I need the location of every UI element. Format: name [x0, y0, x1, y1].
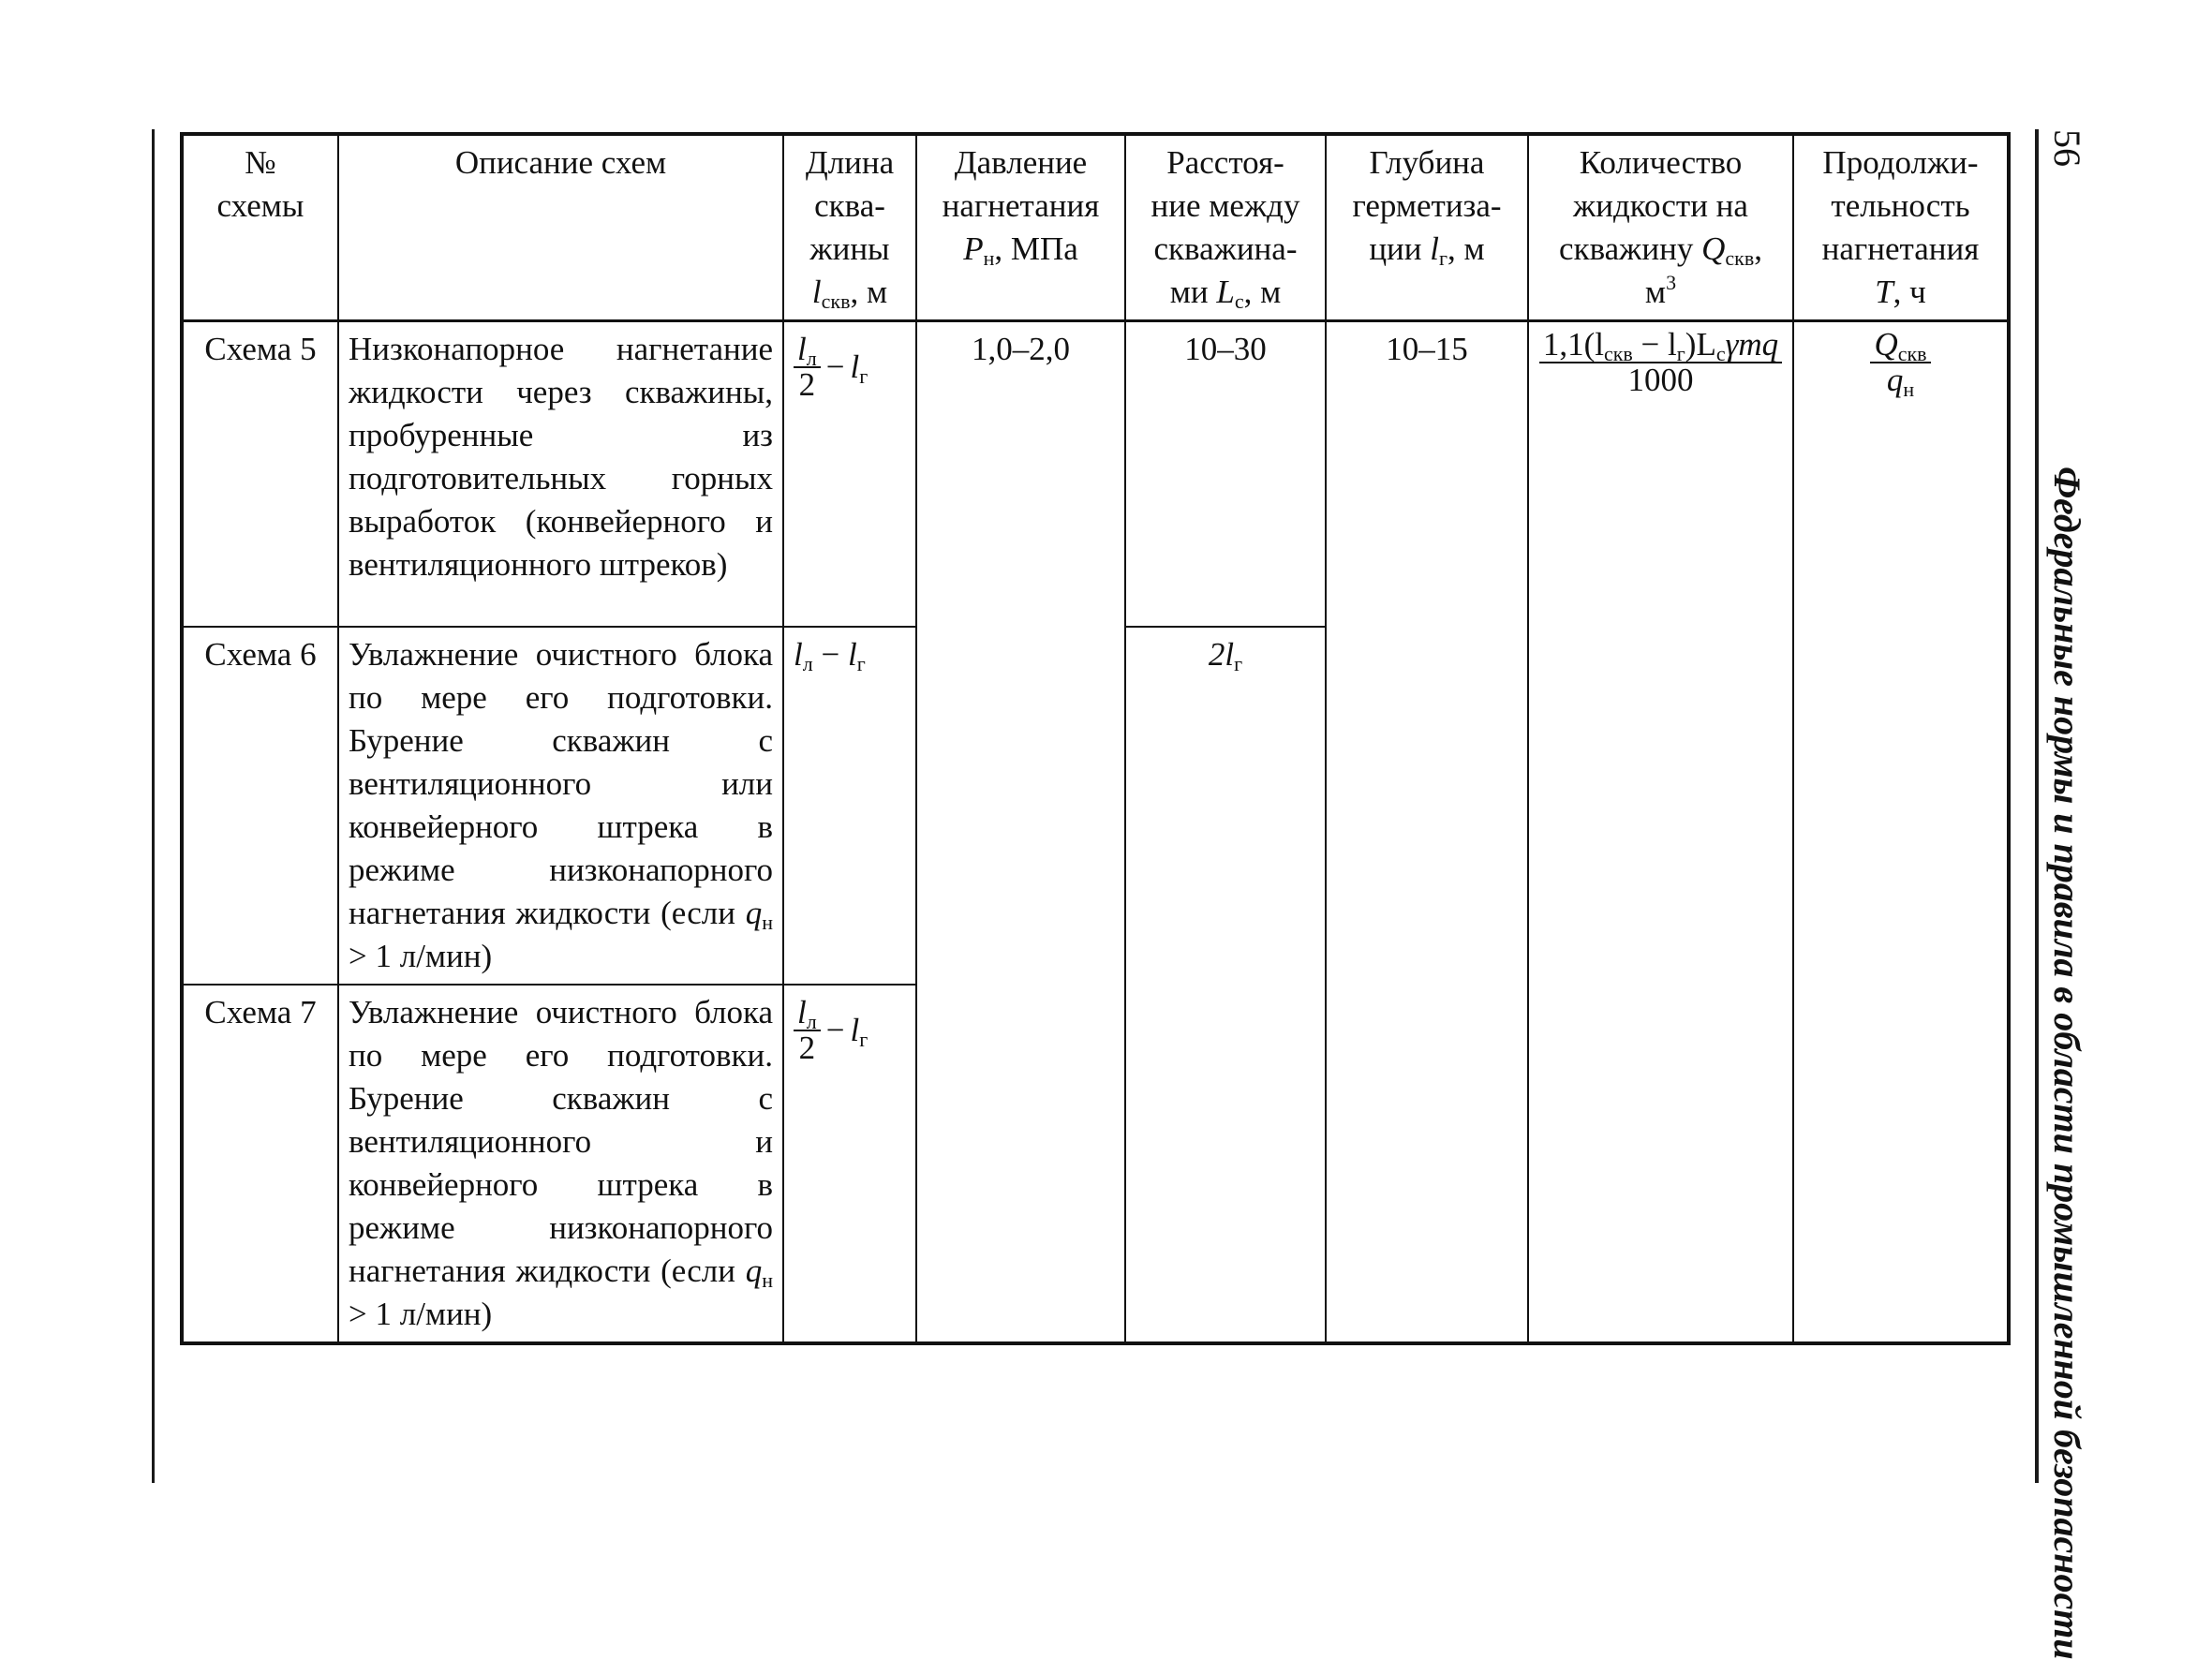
duration-numer-symbol: Q [1874, 326, 1898, 363]
header-num-line1: № [245, 144, 276, 181]
quantity-denominator: 1000 [1627, 362, 1694, 398]
header-quantity-unit: , [1754, 230, 1762, 267]
row-desc-text: Увлажнение очистного блока по мере его подготовки. Бурение скважин с вентиляционного и конвейерного штрека в режиме низконапорного нагнетания жидкости (если [349, 993, 773, 1289]
header-length-line3: жины [809, 230, 890, 267]
header-distance-pre: ми [1169, 274, 1217, 310]
duration-denom-symbol: q [1886, 362, 1904, 398]
header-depth-symbol: l [1430, 230, 1439, 267]
header-duration-line1: Продолжи- [1822, 144, 1979, 181]
row-desc-text: Увлажнение очистного блока по мере его подготовки. Бурение скважин с вентиляционного или конвейерного штрека в режиме низконапорного нагнетания жидкости (если [349, 635, 773, 931]
header-quantity [1528, 134, 1793, 321]
header-length-symbol: l [811, 274, 822, 310]
row-desc: Низконапорное нагнетание жидкости через скважины, пробуренные из подготовительных горных выработок (конвейерного и вентиляционного штреков) [338, 321, 783, 627]
header-length-line1: Длина [805, 144, 895, 181]
length-formula [794, 333, 868, 402]
table-row [182, 321, 2009, 627]
running-title: Федеральные нормы и правила в области промышленной безопасности [2046, 467, 2088, 1660]
distance-sub: г [1234, 651, 1243, 675]
schemes-table [180, 132, 2011, 1345]
header-num [182, 134, 338, 321]
row-desc [338, 627, 783, 985]
row-depth: 10–15 [1326, 321, 1528, 1343]
length-num-sub: л [806, 1009, 817, 1033]
row-distance: 10–30 [1125, 321, 1326, 627]
header-desc: Описание схем [338, 134, 783, 321]
header-distance-sub: с [1234, 289, 1244, 313]
row-desc-q-sub: н [762, 910, 773, 934]
duration-denominator [1870, 362, 1930, 401]
row-desc-q-symbol: q [745, 894, 763, 931]
length-formula [794, 993, 868, 1066]
header-duration-line3: нагнетания [1821, 230, 1980, 267]
row-desc-tail: > 1 л/мин) [349, 937, 493, 974]
header-depth-pre: ции [1369, 230, 1431, 267]
header-depth [1326, 134, 1528, 321]
header-pressure-line2: нагнетания [942, 187, 1100, 224]
header-quantity-symbol: Q [1701, 230, 1726, 267]
row-length [783, 985, 916, 1343]
length-fraction-denominator: 2 [798, 1029, 816, 1066]
duration-formula [1870, 326, 1930, 401]
quantity-numerator [1539, 328, 1782, 363]
header-distance-line1: Расстоя- [1166, 144, 1284, 181]
header-distance-unit: , м [1243, 274, 1282, 310]
header-duration-line2: тельность [1831, 187, 1970, 224]
length-minus: − [825, 348, 845, 385]
length-fraction-numerator [794, 993, 821, 1033]
header-length-line2: сква- [814, 187, 885, 224]
header-duration-symbol: T [1875, 274, 1893, 310]
row-pressure: 1,0–2,0 [916, 321, 1125, 1343]
row-desc [338, 985, 783, 1343]
header-depth-unit: , м [1447, 230, 1485, 267]
header-quantity-sub: скв [1725, 246, 1755, 270]
length-fraction [794, 333, 821, 402]
header-row [182, 134, 2009, 321]
header-distance-symbol: L [1216, 274, 1235, 310]
quantity-numer-part3: )L [1685, 326, 1716, 363]
left-margin-rule [152, 129, 155, 1483]
quantity-numer-sub1: скв [1603, 342, 1633, 365]
length-lg-symbol: l [850, 348, 860, 385]
length-fraction [794, 993, 821, 1066]
row-num: Схема 5 [182, 321, 338, 627]
header-depth-sub: г [1439, 246, 1448, 270]
header-duration [1793, 134, 2009, 321]
length-fraction-denominator: 2 [798, 366, 816, 403]
duration-numerator [1870, 328, 1930, 363]
row-desc-q-sub: н [762, 1267, 773, 1292]
header-quantity-line1: Количество [1579, 144, 1743, 181]
header-depth-line1: Глубина [1369, 144, 1485, 181]
row-distance [1125, 627, 1326, 1343]
header-length-sub: скв [821, 289, 851, 313]
page-number: 56 [2046, 129, 2088, 167]
header-length-unit: , м [850, 274, 888, 310]
row-length [783, 321, 916, 627]
side-header [2033, 129, 2099, 1660]
length-b-symbol: l [847, 635, 857, 673]
row-duration [1793, 321, 2009, 1343]
length-a-symbol: l [794, 635, 803, 673]
distance-value: 2l [1208, 635, 1235, 673]
header-depth-line2: герметиза- [1352, 187, 1502, 224]
header-pressure-unit: , МПа [994, 230, 1078, 267]
length-b-sub: г [856, 651, 866, 675]
length-lg [850, 346, 868, 389]
length-lg-sub: г [859, 364, 868, 388]
row-length [783, 627, 916, 985]
length-minus: − [825, 1011, 845, 1048]
header-distance [1125, 134, 1326, 321]
header-distance-line3: скважина- [1153, 230, 1298, 267]
length-fraction-numerator [794, 333, 821, 368]
quantity-numer-part2: − l [1632, 326, 1677, 363]
length-lg [850, 1009, 868, 1052]
header-quantity-sup: 3 [1666, 271, 1677, 294]
duration-numer-sub: скв [1897, 342, 1927, 365]
length-lg-symbol: l [850, 1011, 860, 1048]
row-quantity [1528, 321, 1793, 1343]
quantity-numer-sub2: г [1676, 342, 1685, 365]
header-pressure [916, 134, 1125, 321]
row-desc-tail: > 1 л/мин) [349, 1295, 493, 1332]
header-pressure-sub: н [983, 246, 995, 270]
header-pressure-symbol: P [963, 230, 984, 267]
row-num: Схема 7 [182, 985, 338, 1343]
length-num-sub: л [806, 347, 817, 370]
header-pressure-line1: Давление [954, 144, 1088, 181]
header-distance-line2: ние между [1151, 187, 1300, 224]
duration-denom-sub: н [1903, 378, 1915, 401]
header-num-line2: схемы [216, 187, 304, 224]
header-duration-unit: , ч [1893, 274, 1926, 310]
header-quantity-pre: скважину [1559, 230, 1702, 267]
length-num-symbol: l [797, 993, 807, 1030]
quantity-numer-sub3: с [1715, 342, 1726, 365]
length-lg-sub: г [859, 1027, 868, 1051]
quantity-numer-part1: 1,1(l [1542, 326, 1604, 363]
length-minus: − [812, 635, 848, 673]
quantity-numer-tail: γmq [1725, 326, 1779, 363]
length-num-symbol: l [797, 331, 807, 367]
header-quantity-line2: жидкости на [1573, 187, 1748, 224]
header-length [783, 134, 916, 321]
quantity-formula [1539, 328, 1782, 397]
header-quantity-unit2: м [1644, 274, 1667, 310]
row-num: Схема 6 [182, 627, 338, 985]
row-desc-q-symbol: q [745, 1252, 763, 1289]
length-a-sub: л [802, 651, 813, 675]
